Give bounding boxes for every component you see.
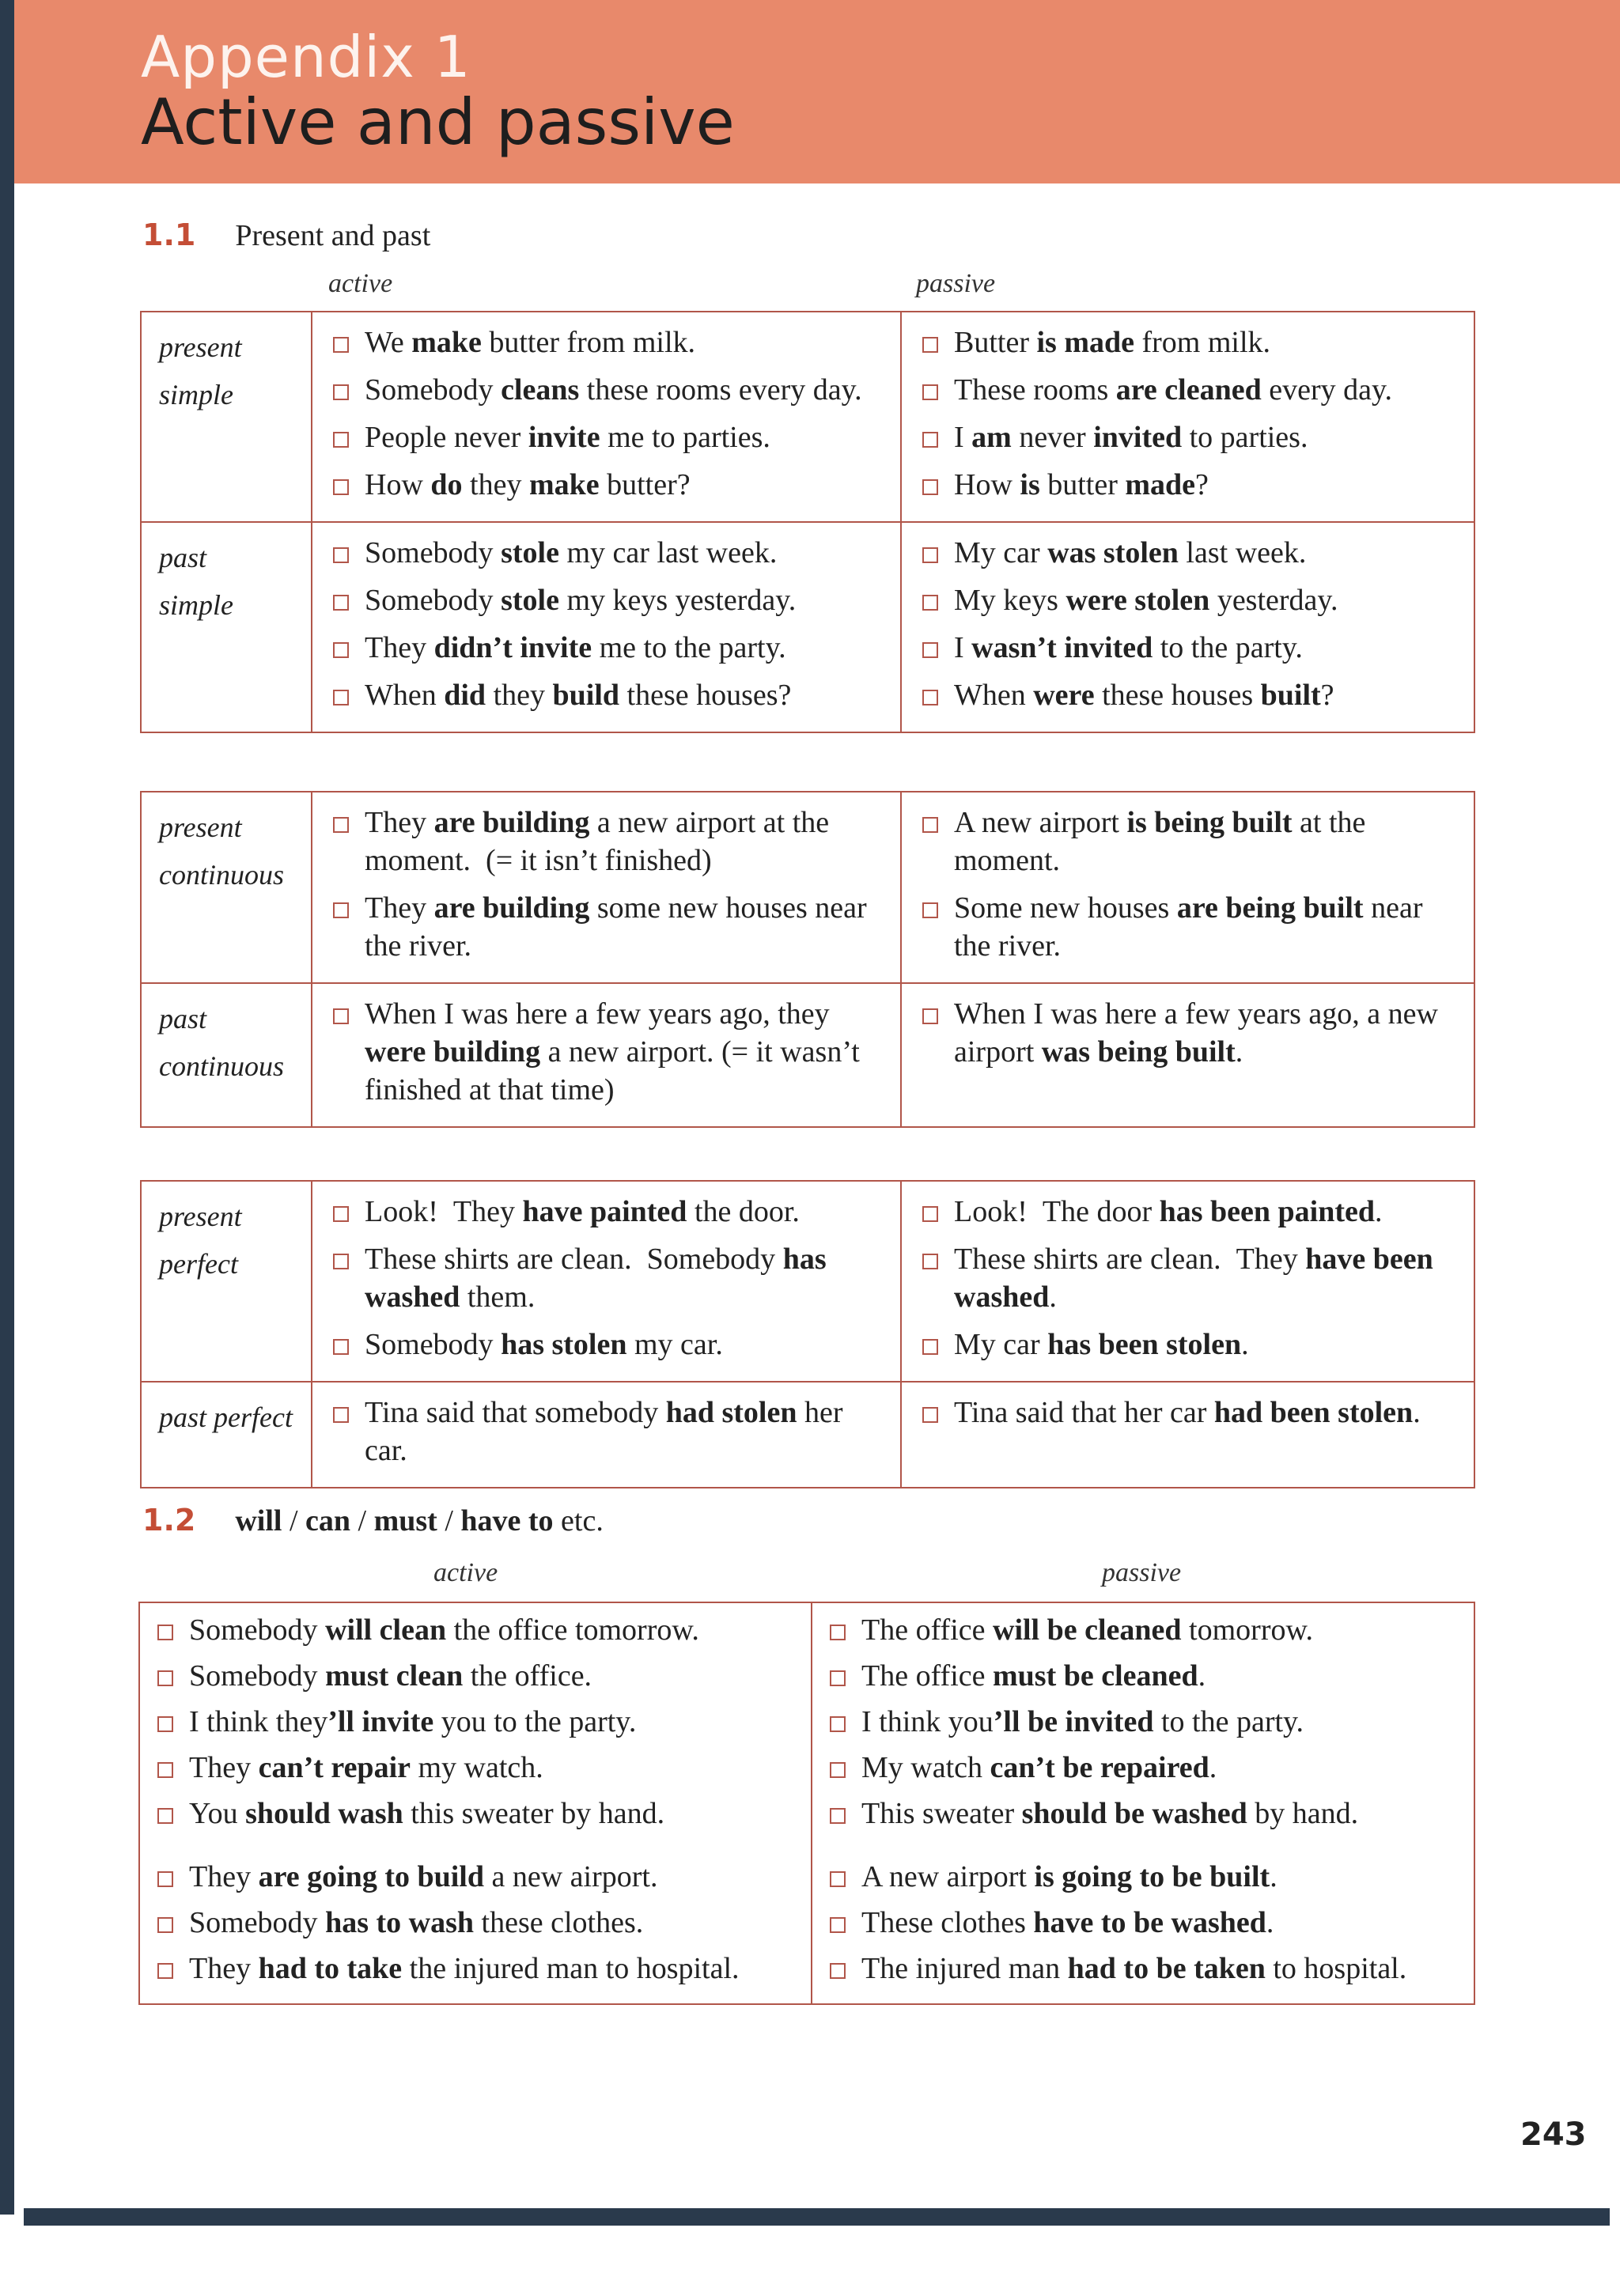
- example-sentence: Tina said that somebody had stolen her car.: [330, 1394, 886, 1470]
- section-1-2-heading: [142, 1503, 604, 1538]
- example-sentence: Butter is made from milk.: [919, 323, 1459, 361]
- example-sentence: This sweater should be washed by hand.: [827, 1795, 1461, 1833]
- example-list: [154, 1611, 798, 1833]
- column-heading-active: active: [328, 269, 393, 298]
- active-column: [312, 1181, 901, 1382]
- appendix-number: Appendix 1: [141, 24, 471, 90]
- table-present-past-simple: [140, 311, 1475, 733]
- example-sentence: They are building a new airport at the moment. (= it isn’t finished): [330, 804, 886, 879]
- tense-label: present simple: [141, 312, 312, 522]
- example-sentence: When I was here a few years ago, a new airport was being built.: [919, 995, 1459, 1071]
- active-column: [312, 792, 901, 983]
- example-sentence: How do they make butter?: [330, 466, 886, 504]
- example-sentence: How is butter made?: [919, 466, 1459, 504]
- active-column: [312, 983, 901, 1127]
- passive-column: [901, 312, 1474, 522]
- example-sentence: My watch can’t be repaired.: [827, 1749, 1461, 1787]
- example-list: [827, 1858, 1461, 1988]
- example-list: [330, 1193, 886, 1364]
- passive-column: [901, 983, 1474, 1127]
- table-continuous: [140, 791, 1475, 1128]
- tense-label: present continuous: [141, 792, 312, 983]
- active-column: [312, 312, 901, 522]
- example-sentence: I am never invited to parties.: [919, 418, 1459, 456]
- example-sentence: These shirts are clean. They have been washed.: [919, 1240, 1459, 1316]
- passive-column: [812, 1602, 1474, 2004]
- example-sentence: Look! They have painted the door.: [330, 1193, 886, 1231]
- tense-label: present perfect: [141, 1181, 312, 1382]
- table-row: [141, 1181, 1474, 1382]
- example-sentence: Somebody has to wash these clothes.: [154, 1904, 798, 1942]
- tense-label: past continuous: [141, 983, 312, 1127]
- example-list: [919, 804, 1459, 965]
- table-row: [139, 1602, 1474, 2004]
- page-number: 243: [1520, 2116, 1587, 2153]
- example-list: [919, 323, 1459, 504]
- example-sentence: These rooms are cleaned every day.: [919, 371, 1459, 409]
- passive-column: [901, 1181, 1474, 1382]
- example-sentence: They didn’t invite me to the party.: [330, 629, 886, 667]
- example-list: [154, 1858, 798, 1988]
- bottom-rule: [24, 2208, 1610, 2226]
- section-title: Present and past: [235, 219, 431, 252]
- example-sentence: When were these houses built?: [919, 676, 1459, 714]
- example-sentence: A new airport is going to be built.: [827, 1858, 1461, 1896]
- example-sentence: When did they build these houses?: [330, 676, 886, 714]
- section-number: 1.1: [142, 217, 196, 252]
- example-sentence: When I was here a few years ago, they were building a new airport. (= it wasn’t finished at that time): [330, 995, 886, 1109]
- section-title: will / can / must / have to etc.: [235, 1504, 604, 1538]
- example-sentence: Somebody will clean the office tomorrow.: [154, 1611, 798, 1649]
- table-row: [141, 522, 1474, 732]
- example-list: [330, 804, 886, 965]
- appendix-header: [14, 0, 1620, 183]
- section-1-1-heading: [142, 217, 430, 253]
- table-perfect: [140, 1180, 1475, 1488]
- example-list: [919, 1193, 1459, 1364]
- column-heading-passive: passive: [1102, 1558, 1182, 1587]
- passive-column: [901, 792, 1474, 983]
- column-heading-passive: passive: [916, 269, 996, 298]
- example-list: [827, 1611, 1461, 1833]
- example-sentence: Somebody cleans these rooms every day.: [330, 371, 886, 409]
- table-row: [141, 792, 1474, 983]
- example-sentence: I wasn’t invited to the party.: [919, 629, 1459, 667]
- example-sentence: Somebody has stolen my car.: [330, 1326, 886, 1364]
- active-column: [139, 1602, 812, 2004]
- example-sentence: My car was stolen last week.: [919, 534, 1459, 572]
- example-list: [919, 1394, 1459, 1432]
- passive-column: [901, 1382, 1474, 1488]
- example-sentence: Tina said that her car had been stolen.: [919, 1394, 1459, 1432]
- example-sentence: We make butter from milk.: [330, 323, 886, 361]
- example-sentence: They can’t repair my watch.: [154, 1749, 798, 1787]
- example-sentence: The injured man had to be taken to hospital.: [827, 1950, 1461, 1988]
- tense-label: past perfect: [141, 1382, 312, 1488]
- example-sentence: Somebody stole my car last week.: [330, 534, 886, 572]
- example-list: [330, 995, 886, 1109]
- example-sentence: They are going to build a new airport.: [154, 1858, 798, 1896]
- active-column: [312, 1382, 901, 1488]
- example-sentence: I think you’ll be invited to the party.: [827, 1703, 1461, 1741]
- example-sentence: My keys were stolen yesterday.: [919, 581, 1459, 619]
- example-sentence: Look! The door has been painted.: [919, 1193, 1459, 1231]
- example-list: [919, 995, 1459, 1071]
- tense-label: past simple: [141, 522, 312, 732]
- example-sentence: A new airport is being built at the moment.: [919, 804, 1459, 879]
- example-sentence: I think they’ll invite you to the party.: [154, 1703, 798, 1741]
- example-sentence: People never invite me to parties.: [330, 418, 886, 456]
- example-list: [330, 323, 886, 504]
- section-number: 1.2: [142, 1503, 196, 1538]
- example-sentence: My car has been stolen.: [919, 1326, 1459, 1364]
- example-list: [330, 534, 886, 714]
- example-sentence: These clothes have to be washed.: [827, 1904, 1461, 1942]
- column-heading-active: active: [433, 1558, 498, 1587]
- example-sentence: Somebody stole my keys yesterday.: [330, 581, 886, 619]
- passive-column: [901, 522, 1474, 732]
- example-sentence: Somebody must clean the office.: [154, 1657, 798, 1695]
- table-modals: [138, 1602, 1475, 2005]
- table-row: [141, 312, 1474, 522]
- table-row: [141, 983, 1474, 1127]
- example-sentence: You should wash this sweater by hand.: [154, 1795, 798, 1833]
- example-sentence: They had to take the injured man to hospital.: [154, 1950, 798, 1988]
- active-column: [312, 522, 901, 732]
- example-sentence: They are building some new houses near the river.: [330, 889, 886, 965]
- book-spine: [0, 0, 14, 2215]
- example-sentence: The office will be cleaned tomorrow.: [827, 1611, 1461, 1649]
- example-list: [919, 534, 1459, 714]
- example-sentence: Some new houses are being built near the river.: [919, 889, 1459, 965]
- example-sentence: The office must be cleaned.: [827, 1657, 1461, 1695]
- table-row: [141, 1382, 1474, 1488]
- example-sentence: These shirts are clean. Somebody has washed them.: [330, 1240, 886, 1316]
- example-list: [330, 1394, 886, 1470]
- appendix-title: Active and passive: [141, 85, 735, 159]
